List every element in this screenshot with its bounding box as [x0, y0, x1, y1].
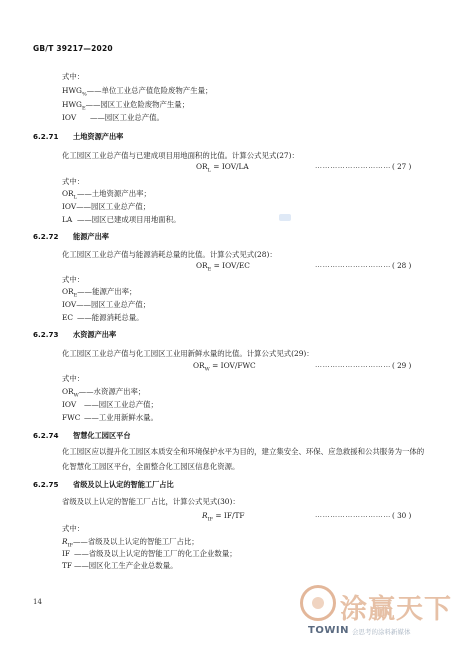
definition-subscript: W [73, 392, 79, 399]
definition-line [62, 413, 158, 422]
definition-symbol: IOV [62, 400, 77, 409]
definition-subscript: IF [67, 542, 74, 549]
section-description: 化工园区工业总产值与化工园区工业用新鲜水量的比值。计算公式见式(29)： [62, 349, 314, 358]
where-label: 式中： [62, 275, 85, 284]
equation-number: ( 30 ) [392, 511, 412, 520]
definition-text: ——土地资源产出率； [76, 189, 151, 198]
definition-line [62, 113, 164, 122]
definition-line [62, 400, 158, 409]
page-number: 14 [33, 598, 42, 606]
definition-text: ——能源消耗总量。 [77, 313, 144, 322]
watermark-chinese-name: 涂赢天下 [340, 594, 452, 625]
leader-dots: ………………………… [315, 261, 391, 269]
definition-line [62, 189, 151, 202]
where-label: 式中： [62, 524, 85, 533]
definition-symbol: OR [62, 287, 74, 296]
leader-dots: ………………………… [315, 511, 391, 519]
section-description: 省级及以上认定的智能工厂占比，计算公式见式(30)： [62, 497, 240, 506]
definition-text: ——园区已建成项目用地面积。 [77, 215, 181, 224]
definition-text: ——水资源产出率； [78, 387, 146, 396]
definition-subscript: % [81, 91, 87, 98]
definition-symbol: OR [62, 387, 74, 396]
where-label: 式中： [62, 374, 85, 383]
definition-symbol: OR [62, 189, 74, 198]
definition-symbol: R [62, 537, 68, 546]
formula-subscript: IF [207, 516, 214, 523]
definition-line [62, 387, 145, 400]
watermark-english-name: TOWIN [308, 625, 349, 636]
section-title: 水资源产出率 [73, 330, 117, 339]
definition-symbol: EC [62, 313, 74, 322]
definition-symbol: HWG [62, 86, 82, 95]
definition-line [62, 561, 177, 570]
section-heading-6-2-73 [33, 330, 116, 340]
formula-rhs: = IOV/LA [210, 162, 249, 171]
definition-subscript: E [81, 105, 86, 112]
formula-lhs: OR [193, 361, 205, 370]
formula-29 [193, 361, 256, 372]
formula-28 [196, 261, 250, 272]
definition-line [62, 100, 189, 113]
definition-line [62, 202, 150, 211]
where-label: 式中： [62, 177, 85, 186]
equation-number: ( 28 ) [392, 261, 412, 270]
section-heading-6-2-75 [33, 480, 174, 490]
definition-symbol: LA [62, 215, 73, 224]
definition-symbol: IF [62, 549, 71, 558]
definition-symbol: IOV [62, 113, 77, 122]
definition-line [62, 313, 144, 322]
definition-text: ——园区工业总产值。 [90, 113, 164, 122]
formula-subscript: L [207, 167, 211, 174]
formula-lhs: OR [196, 162, 208, 171]
equation-number: ( 29 ) [392, 361, 412, 370]
definition-symbol: TF [62, 561, 73, 570]
definition-text: ——省级及以上认定的智能工厂占比； [73, 537, 199, 546]
leader-dots: ………………………… [315, 361, 391, 369]
section-paragraph: 化工园区应以提升化工园区本质安全和环境保护水平为目的，建立集安全、环保、应急救援和公共服务为一体的化智慧化工园区平台，全面整合化工园区信息化资源。 [62, 447, 425, 471]
definition-symbol: FWC [62, 413, 81, 422]
section-title: 土地资源产出率 [73, 132, 124, 141]
formula-27 [196, 162, 249, 173]
definition-symbol: IOV [62, 202, 77, 211]
formula-rhs: = IOV/FWC [209, 361, 256, 370]
where-label: 式中： [62, 72, 85, 81]
definition-text: ——园区工业危险废物产生量； [85, 100, 190, 109]
section-heading-6-2-74 [33, 431, 131, 441]
formula-subscript: E [207, 266, 212, 273]
formula-lhs: OR [196, 261, 208, 270]
formula-subscript: W [204, 366, 210, 373]
definition-line [62, 549, 237, 558]
standard-code-header: GB/T 39217—2020 [33, 44, 113, 53]
definition-text: ——能源产出率； [77, 287, 137, 296]
definition-text: ——工业用新鲜水量。 [84, 413, 158, 422]
definition-line [62, 215, 180, 224]
definition-text: ——园区化工生产企业总数量。 [74, 561, 178, 570]
equation-number: ( 27 ) [392, 162, 412, 171]
section-number: 6.2.75 [33, 480, 59, 489]
section-title: 智慧化工园区平台 [73, 431, 131, 440]
definition-text: ——省级及以上认定的智能工厂的化工企业数量； [74, 549, 237, 558]
faint-mark [279, 214, 291, 221]
definition-line [62, 300, 150, 309]
definition-text: ——单位工业总产值危险废物产生量； [86, 86, 213, 95]
definition-subscript: L [73, 194, 77, 201]
definition-symbol: IOV [62, 300, 77, 309]
definition-text: ——园区工业总产值； [76, 202, 151, 211]
definition-line [62, 287, 136, 300]
section-description: 化工园区工业总产值与能源消耗总量的比值。计算公式见式(28)： [62, 250, 277, 259]
formula-lhs: R [202, 511, 208, 520]
section-heading-6-2-71 [33, 132, 123, 142]
section-title: 能源产出率 [73, 232, 109, 241]
formula-rhs: = IF/TF [213, 511, 245, 520]
definition-symbol: HWG [62, 100, 82, 109]
definition-line [62, 86, 212, 99]
section-title: 省级及以上认定的智能工厂占比 [73, 480, 174, 489]
section-number: 6.2.74 [33, 431, 59, 440]
section-heading-6-2-72 [33, 232, 109, 242]
watermark-tagline: 会思考的涂料新媒体 [352, 628, 411, 636]
watermark-logo [300, 585, 450, 641]
definition-text: ——园区工业总产值； [84, 400, 158, 409]
formula-rhs: = IOV/EC [211, 261, 250, 270]
section-description: 化工园区工业总产值与已建成项目用地面积的比值。计算公式见式(27)： [62, 151, 299, 160]
definition-subscript: E [73, 292, 78, 299]
logo-circle-icon [300, 585, 336, 621]
formula-30 [202, 511, 245, 522]
leader-dots: ………………………… [315, 162, 391, 170]
section-number: 6.2.72 [33, 232, 59, 241]
definition-text: ——园区工业总产值； [76, 300, 151, 309]
section-number: 6.2.71 [33, 132, 59, 141]
section-number: 6.2.73 [33, 330, 59, 339]
